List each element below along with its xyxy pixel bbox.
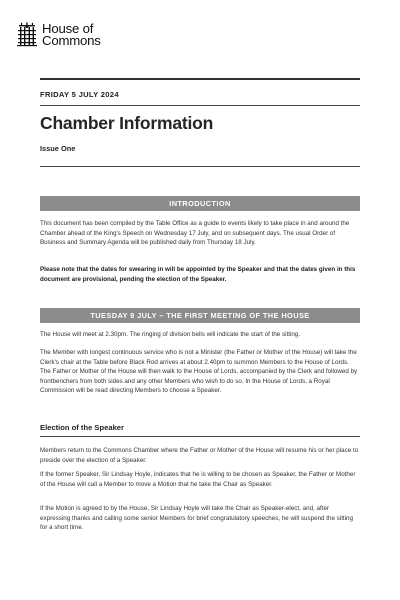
- issue-label: Issue One: [40, 144, 76, 153]
- logo-line-2: Commons: [42, 33, 101, 48]
- logo-line-1: House of: [42, 20, 94, 36]
- election-paragraph-1: Members return to the Commons Chamber where the Father or Mother of the House will resume his or her place to preside over the election of a Speaker.: [40, 447, 359, 464]
- election-divider: [40, 436, 360, 437]
- document-date: FRIDAY 5 JULY 2024: [40, 90, 119, 99]
- election-heading: Election of the Speaker: [40, 423, 124, 432]
- introduction-banner: INTRODUCTION: [40, 196, 360, 211]
- logo-wordmark: [42, 20, 101, 48]
- page-title: Chamber Information: [40, 113, 214, 133]
- tuesday-paragraph-1: The House will meet at 2.30pm. The ringing of division bells will indicate the start of the sitting.: [40, 331, 301, 338]
- top-divider: [40, 78, 360, 80]
- date-divider: [40, 105, 360, 106]
- introduction-paragraph-2: Please note that the dates for swearing in will be appointed by the Speaker and that the dates given in this document are provisional, pending the election of the Speaker.: [40, 266, 356, 283]
- title-divider: [40, 166, 360, 167]
- portcullis-icon: [16, 22, 38, 48]
- election-paragraph-3: If the Motion is agreed to by the House, Sir Lindsay Hoyle will take the Chair as Speaker-elect, and, after expressing thanks and calling some senior Members for brief congratulatory speeches, he will suspend the sitting for a short time.: [40, 505, 354, 531]
- introduction-paragraph-1: This document has been compiled by the Table Office as a guide to events likely to take place in and around the Chamber ahead of the King's Speech on Wednesday 17 July, and on subsequent days. The usual Order of Business and Summary Agenda will be published daily from Thursday 18 July.: [40, 220, 350, 246]
- house-of-commons-logo: [16, 21, 136, 49]
- tuesday-paragraph-2: The Member with longest continuous service who is not a Minister (the Father or Mother of the House) will take the Clerk's chair at the Table before Black Rod arrives at about 2.40pm to summon Members to the House of Lords. The Father or Mother of the House will then walk to the House of Lords, accompanied by the Clerk and followed by frontbenchers from both sides and any other Members who wish to do so. In the House of Lords, a Royal Commission will be read directing Members to choose a Speaker.: [40, 349, 358, 394]
- election-paragraph-2: If the former Speaker, Sir Lindsay Hoyle, indicates that he is willing to be chosen as Speaker, the Father or Mother of the House will call a Member to move a Motion that he take the Chair as Speaker.: [40, 471, 356, 488]
- tuesday-banner: TUESDAY 9 JULY – THE FIRST MEETING OF THE HOUSE: [40, 308, 360, 323]
